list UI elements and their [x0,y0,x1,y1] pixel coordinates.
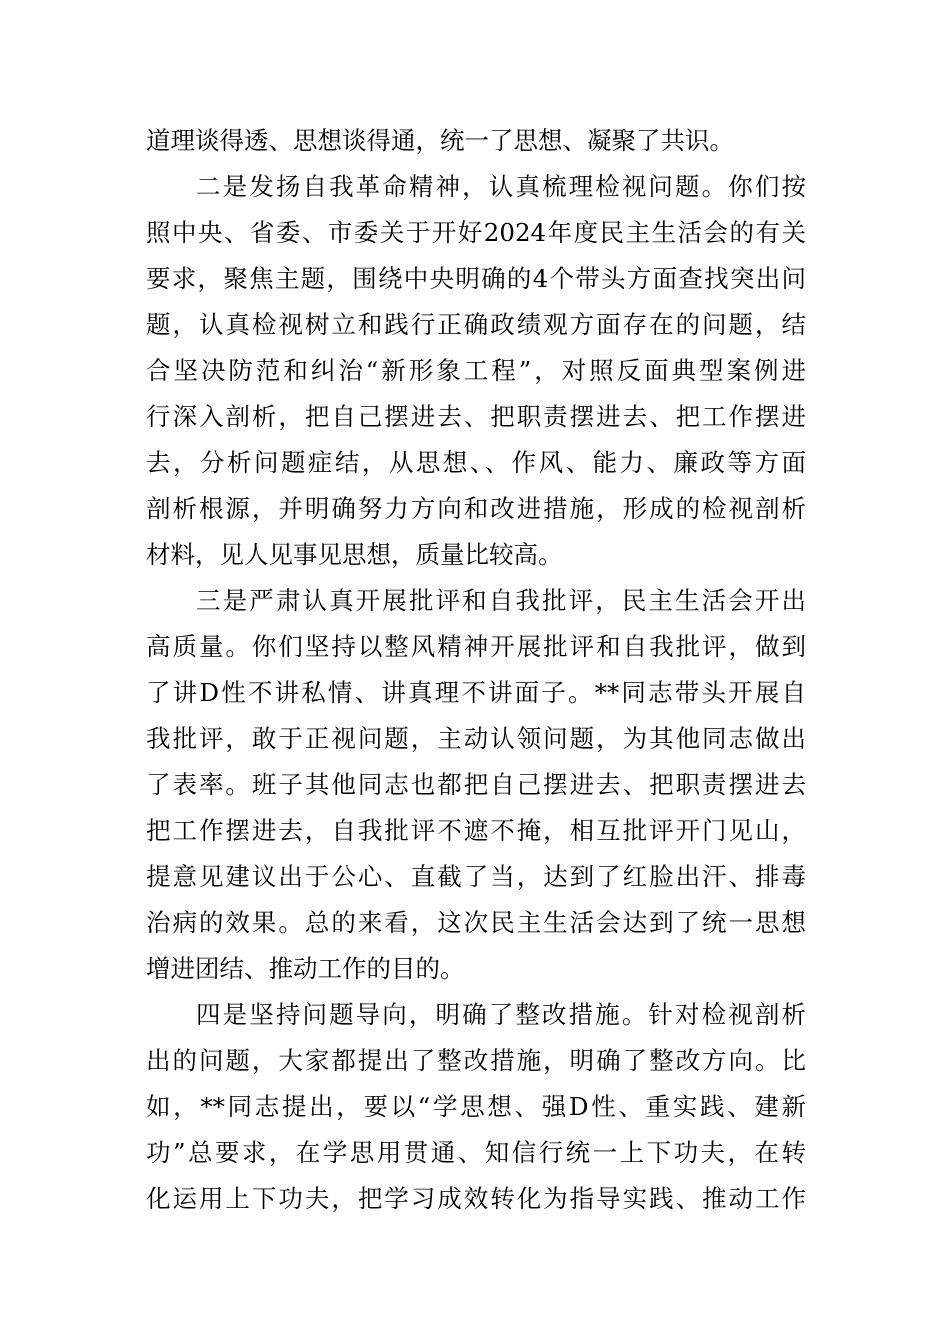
text-line: 四是坚持问题导向，明确了整改措施。针对检视剖析 [196,1000,806,1029]
text-line: 去，分析问题症结，从思想、、作风、能力、廉政等方面 [146,448,806,477]
document-page [146,118,806,1222]
text-line: 剖析根源，并明确努力方向和改进措施，形成的检视剖析 [146,494,806,523]
text-line: 治病的效果。总的来看，这次民主生活会达到了统一思想 [146,908,806,937]
text-line: 我批评，敢于正视问题，主动认领问题，为其他同志做出 [146,724,806,753]
text-line: 行深入剖析，把自己摆进去、把职责摆进去、把工作摆进 [146,402,806,431]
text-line: 增进团结、推动工作的目的。 [146,954,465,983]
text-line: 要求，聚焦主题，围绕中央明确的4个带头方面查找突出问 [146,264,806,293]
text-line: 出的问题，大家都提出了整改措施，明确了整改方向。比 [146,1046,806,1075]
text-line: 化运用上下功夫，把学习成效转化为指导实践、推动工作 [146,1184,806,1213]
text-line: 照中央、省委、市委关于开好2024年度民主生活会的有关 [146,218,806,247]
paragraph-1 [146,118,806,164]
text-line: 材料，见人见事见思想，质量比较高。 [146,540,563,569]
text-line: 道理谈得透、思想谈得通，统一了思想、凝聚了共识。 [146,126,734,155]
text-line: 三是严肃认真开展批评和自我批评，民主生活会开出 [196,586,806,615]
paragraph-3 [146,578,806,992]
paragraph-2 [146,164,806,578]
text-line: 二是发扬自我革命精神，认真梳理检视问题。你们按 [196,172,806,201]
text-line: 合坚决防范和纠治“新形象工程”，对照反面典型案例进 [146,356,806,385]
paragraph-4 [146,992,806,1222]
text-line: 了讲D性不讲私情、讲真理不讲面子。**同志带头开展自 [146,678,806,707]
text-line: 如，**同志提出，要以“学思想、强D性、重实践、建新 [146,1092,806,1121]
text-line: 提意见建议出于公心、直截了当，达到了红脸出汗、排毒 [146,862,806,891]
text-line: 把工作摆进去，自我批评不遮不掩，相互批评开门见山， [146,816,806,845]
text-line: 高质量。你们坚持以整风精神开展批评和自我批评，做到 [146,632,806,661]
text-line: 题，认真检视树立和践行正确政绩观方面存在的问题，结 [146,310,806,339]
text-line: 功”总要求，在学思用贯通、知信行统一上下功夫，在转 [146,1138,806,1167]
text-line: 了表率。班子其他同志也都把自己摆进去、把职责摆进去 [146,770,806,799]
